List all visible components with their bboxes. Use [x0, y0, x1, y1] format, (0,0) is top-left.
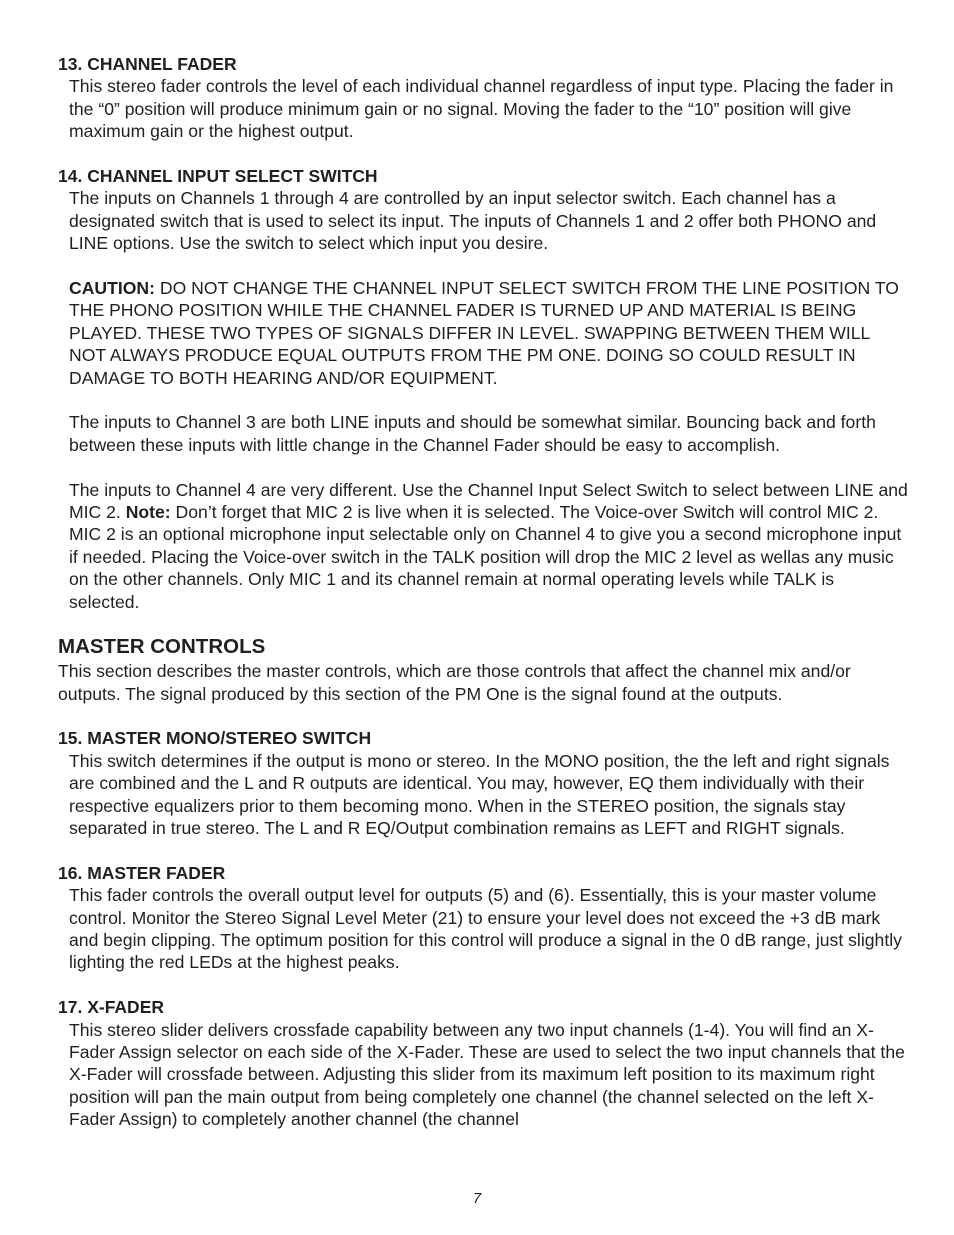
page-content	[58, 53, 908, 1131]
section-15-heading: 15. MASTER MONO/STEREO SWITCH	[58, 728, 372, 749]
section-15-text: This switch determines if the output is mono or stereo. In the MONO position, the the left and right signals are combined and the L and R outputs are identical. You may, however, EQ them individually with their respective equalizers prior to them becoming mono. When in the STEREO position, the signals stay separated in true stereo. The L and R EQ/Output combination remains as LEFT and RIGHT signals.	[69, 750, 890, 838]
caution-text: DO NOT CHANGE THE CHANNEL INPUT SELECT SWITCH FROM THE LINE POSITION TO THE PHONO POSITION WHILE THE CHANNEL FADER IS TURNED UP AND MATERIAL IS BEING PLAYED. THESE TWO TYPES OF SIGNALS DIFFER IN LEVEL. SWAPPING BETWEEN THEM WILL NOT ALWAYS PRODUCE EQUAL OUTPUTS FROM THE PM ONE. DOING SO COULD RESULT IN DAMAGE TO BOTH HEARING AND/OR EQUIPMENT.	[69, 278, 899, 388]
master-controls-heading: MASTER CONTROLS	[58, 635, 266, 659]
section-17-text: This stereo slider delivers crossfade capability between any two input channels (1-4). You will find an X-Fader Assign selector on each side of the X-Fader. These are used to select the two input channels that the X-Fader will crossfade between. Adjusting this slider from its maximum left position to its maximum right position will pan the main output from being completely one channel (the channel selected on the left X-Fader Assign) to completely another channel (the channel	[69, 1019, 905, 1130]
section-14-text: The inputs on Channels 1 through 4 are controlled by an input selector switch. Each channel has a designated switch that is used to select its input. The inputs of Channels 1 and 2 offer both PHONO and LINE options. Use the switch to select which input you desire.	[69, 188, 877, 254]
section-14-heading: 14. CHANNEL INPUT SELECT SWITCH	[58, 166, 378, 187]
section-16-heading: 16. MASTER FADER	[58, 862, 226, 883]
channel-3-paragraph: The inputs to Channel 3 are both LINE inputs and should be somewhat similar. Bouncing back and forth between these inputs with little change in the Channel Fader should be easy to accomplish.	[69, 412, 876, 455]
page-number: 7	[472, 1190, 482, 1207]
section-13-heading: 13. CHANNEL FADER	[58, 54, 237, 74]
note-label: Note:	[125, 502, 171, 523]
caution-paragraph	[69, 277, 908, 389]
section-16-text: This fader controls the overall output level for outputs (5) and (6). Essentially, this is your master volume control. Monitor the Stereo Signal Level Meter (21) to ensure your level does not exceed the +3 dB mark and begin clipping. The optimum position for this control will produce a signal in the 0 dB range, just slightly lighting the red LEDs at the highest peaks.	[69, 885, 902, 973]
caution-label: CAUTION:	[69, 278, 156, 299]
section-13-text: This stereo fader controls the level of each individual channel regardless of input type. Placing the fader in the “0” position will produce minimum gain or no signal. Moving the fader to the “10” position will give maximum gain or the highest output.	[69, 76, 894, 142]
channel-4-text-b: Don’t forget that MIC 2 is live when it is selected. The Voice-over Switch will control MIC 2. MIC 2 is an optional microphone input selectable only on Channel 4 to give you a second microphone input if needed. Placing the Voice-over switch in the TALK position will drop the MIC 2 level as wellas any music on the other channels. Only MIC 1 and its channel remain at normal operating levels while TALK is selected.	[69, 502, 902, 612]
master-controls-intro: This section describes the master controls, which are those controls that affect the channel mix and/or outputs. The signal produced by this section of the PM One is the signal found at the outputs.	[58, 661, 851, 704]
channel-4-text-a: The inputs to Channel 4 are very different. Use the Channel Input Select Switch to select between LINE and MIC 2.	[69, 479, 908, 523]
section-17-heading: 17. X-FADER	[58, 997, 164, 1018]
channel-4-paragraph	[69, 479, 908, 613]
